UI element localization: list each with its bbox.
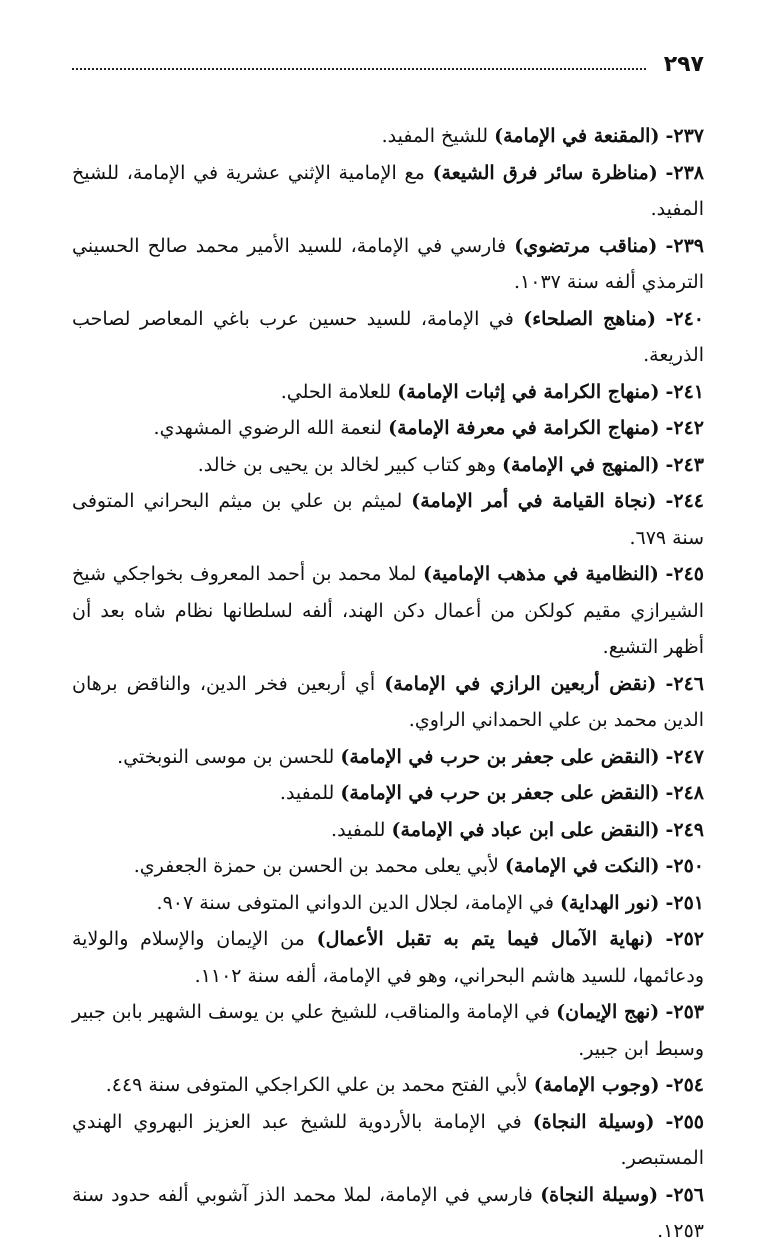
entry-description: لميثم بن علي بن ميثم البحراني المتوفى سنة ٦٧٩.: [72, 490, 704, 549]
entry-title: (وجوب الإمامة): [533, 1074, 660, 1096]
entry-title: (مناقب مرتضوي): [514, 234, 658, 257]
entry-description: في الإمامة، للسيد حسين عرب باغي المعاصر لصاحب الذريعة.: [72, 307, 704, 366]
bibliography-entry: [72, 228, 704, 301]
entry-number: ٢٣٩-: [665, 234, 705, 257]
bibliography-entry: [72, 155, 704, 228]
page-number: ٢٩٧: [663, 52, 704, 77]
bibliography-entry: [72, 556, 704, 666]
bibliography-entry: [72, 374, 704, 411]
bibliography-entry: [72, 666, 704, 739]
entry-title: (المنهج في الإمامة): [502, 453, 660, 476]
entry-title: (مناهج الصلحاء): [523, 307, 657, 330]
bibliography-entry: [72, 848, 704, 885]
bibliography-entry: [72, 739, 704, 776]
entry-description: في الإمامة، لجلال الدين الدواني المتوفى سنة ٩٠٧.: [156, 891, 554, 914]
entry-description: لنعمة الله الرضوي المشهدي.: [153, 417, 383, 439]
entry-title: (نهاية الآمال فيما يتم به تقبل الأعمال): [316, 928, 654, 950]
entry-description: فارسي في الإمامة، لملا محمد الذز آشوبي ألفه حدود سنة ١٢٥٣.: [72, 1183, 704, 1242]
entry-title: (نقض أربعين الرازي في الإمامة): [384, 672, 657, 695]
entry-number: ٢٤٣-: [665, 453, 704, 476]
entry-number: ٢٥٤-: [665, 1074, 704, 1096]
entry-title: (النقض على جعفر بن حرب في الإمامة): [340, 745, 660, 768]
entry-title: (نور الهداية): [560, 891, 660, 914]
entry-title: (وسيلة النجاة): [540, 1183, 659, 1206]
bibliography-entry: [72, 301, 704, 374]
entry-description: للشيخ المفيد.: [381, 125, 489, 147]
bibliography-entry: [72, 1177, 704, 1250]
entry-number: ٢٣٨-: [665, 161, 704, 184]
entry-description: للعلامة الحلي.: [280, 380, 392, 403]
entry-number: ٢٤٨-: [665, 782, 704, 804]
entry-number: ٢٤٢-: [665, 417, 704, 439]
entry-number: ٢٤٩-: [665, 818, 704, 841]
entry-description: من الإيمان والإسلام والولاية ودعائمها، للسيد هاشم البحراني، وهو في الإمامة، ألفه سنة ١١٠٢.: [72, 928, 704, 987]
entry-title: (النقض على جعفر بن حرب في الإمامة): [340, 782, 660, 804]
entry-description: للحسن بن موسى النوبختي.: [117, 745, 335, 768]
bibliography-entry: [72, 812, 704, 849]
entry-description: لأبي يعلى محمد بن الحسن بن حمزة الجعفري.: [133, 855, 499, 877]
bibliography-entry: [72, 885, 704, 922]
entry-description: مع الإمامية الإثني عشرية في الإمامة، للشيخ المفيد.: [72, 161, 704, 220]
entry-number: ٢٤٠-: [665, 307, 704, 330]
entry-title: (منهاج الكرامة في إثبات الإمامة): [397, 380, 660, 403]
bibliography-entry: [72, 410, 704, 447]
entry-title: (نجاة القيامة في أمر الإمامة): [411, 490, 657, 512]
bibliography-entry: [72, 483, 704, 556]
bibliography-entry: [72, 994, 704, 1067]
entry-description: للمفيد.: [331, 818, 386, 841]
bibliography-entry: [72, 775, 704, 812]
entry-number: ٢٣٧-: [665, 125, 704, 147]
entry-description: لأبي الفتح محمد بن علي الكراجكي المتوفى سنة ٤٤٩.: [105, 1074, 528, 1096]
entry-number: ٢٥٢-: [665, 928, 704, 950]
entry-number: ٢٥١-: [665, 891, 704, 914]
header-dotted-rule: [72, 68, 646, 70]
bibliography-entry: [72, 921, 704, 994]
entry-title: (وسيلة النجاة): [532, 1110, 655, 1133]
page-header: [72, 40, 704, 76]
entry-number: ٢٥٠-: [665, 855, 704, 877]
entry-title: (مناظرة سائر فرق الشيعة): [432, 161, 658, 184]
entry-number: ٢٤١-: [665, 380, 704, 403]
entry-description: لملا محمد بن أحمد المعروف بخواجكي شيخ الشيرازي مقيم كولكن من أعمال دكن الهند، ألفه لسلطانها نظام شاه بعد أن أظهر التشيع.: [72, 563, 704, 658]
entry-description: في الإمامة والمناقب، للشيخ علي بن يوسف الشهير بابن جبير وسبط ابن جبير.: [72, 1001, 704, 1060]
entry-number: ٢٥٥-: [665, 1110, 704, 1133]
entry-description: أي أربعين فخر الدين، والناقض برهان الدين محمد بن علي الحمداني الراوي.: [72, 672, 704, 731]
bibliography-list: [72, 118, 704, 1250]
entry-title: (النقض على ابن عباد في الإمامة): [391, 818, 660, 841]
entry-description: للمفيد.: [279, 782, 335, 804]
entry-title: (منهاج الكرامة في معرفة الإمامة): [388, 417, 660, 439]
entry-number: ٢٥٣-: [665, 1001, 704, 1023]
entry-title: (نهج الإيمان): [556, 1001, 660, 1023]
entry-description: في الإمامة بالأردوية للشيخ عبد العزيز البهروي الهندي المستبصر.: [72, 1110, 704, 1169]
entry-description: وهو كتاب كبير لخالد بن يحيى بن خالد.: [197, 453, 496, 476]
entry-title: (النظامية في مذهب الإمامية): [422, 563, 659, 585]
bibliography-entry: [72, 1104, 704, 1177]
entry-number: ٢٤٥-: [665, 563, 704, 585]
entry-number: ٢٤٤-: [665, 490, 704, 512]
entry-number: ٢٥٦-: [665, 1183, 704, 1206]
entry-title: (النكت في الإمامة): [504, 855, 660, 877]
entry-title: (المقنعة في الإمامة): [494, 125, 660, 147]
entry-description: فارسي في الإمامة، للسيد الأمير محمد صالح الحسيني الترمذي ألفه سنة ١٠٣٧.: [72, 234, 704, 293]
entry-number: ٢٤٦-: [665, 672, 704, 695]
entry-number: ٢٤٧-: [665, 745, 704, 768]
bibliography-entry: [72, 1067, 704, 1104]
bibliography-entry: [72, 447, 704, 484]
bibliography-entry: [72, 118, 704, 155]
